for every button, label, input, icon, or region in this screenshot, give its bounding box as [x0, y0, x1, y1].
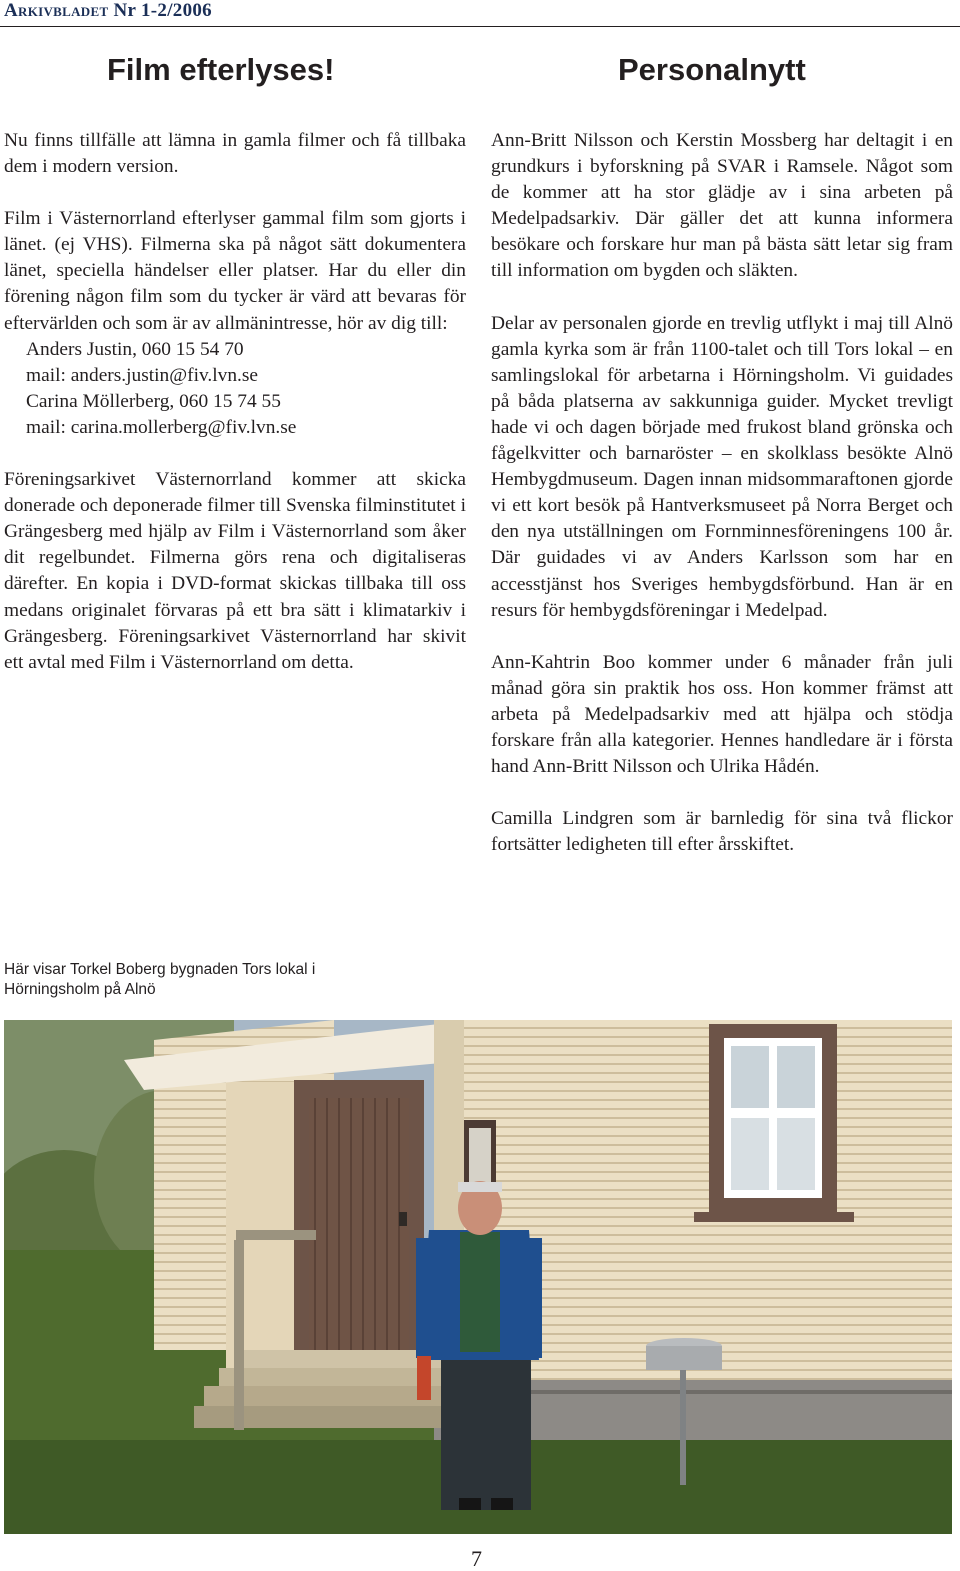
- film-request-paragraph: Film i Västernorrland efterlyser gammal film som gjorts i länet. (ej VHS). Filmerna ska på något sätt dokumentera länet, speciella händelser eller platser. Har du eller din förening någon film som du tycker är värd att bevaras för eftervärlden och som är av allmänintresse, hör av dig till:: [4, 208, 466, 334]
- photo-caption: Här visar Torkel Boberg bygnaden Tors lokal i Hörningsholm på Alnö: [4, 961, 316, 998]
- contact-line: Carina Möllerberg, 060 15 74 55: [26, 390, 281, 412]
- photo-tors-lokal: [4, 1020, 952, 1534]
- contact-line: Anders Justin, 060 15 54 70: [26, 338, 244, 360]
- left-column: [4, 128, 466, 676]
- contact-email[interactable]: mail: anders.justin@fiv.lvn.se: [26, 364, 259, 386]
- contact-email[interactable]: mail: carina.mollerberg@fiv.lvn.se: [26, 416, 297, 438]
- right-column: [491, 128, 953, 858]
- film-intro-paragraph: Nu finns tillfälle att lämna in gamla filmer och få tillbaka dem i modern version.: [4, 130, 466, 178]
- header-rule: [0, 26, 960, 27]
- masthead-issue: Nr 1-2/2006: [113, 0, 212, 21]
- staff-course-paragraph: Ann-Britt Nilsson och Kerstin Mossberg har deltagit i en grundkurs i byforskning på SVAR i Ramsele. Något som de kommer att ha stor glädje av i sina arbeten på Medelpadsarkiv. Där gäller det att kunna informera besökare och forskare hur man på bästa sätt letar sig fram till information om bygden och släkten.: [491, 130, 953, 282]
- masthead-title: Arkivbladet: [4, 0, 109, 21]
- personalnytt-heading: Personalnytt: [618, 52, 806, 87]
- page-number: 7: [471, 1546, 482, 1571]
- masthead: [4, 0, 212, 22]
- leave-paragraph: Camilla Lindgren som är barnledig för sina två flickor fortsätter ledigheten till efter årsskiftet.: [491, 808, 953, 856]
- film-heading: Film efterlyses!: [107, 52, 335, 87]
- intern-paragraph: Ann-Kahtrin Boo kommer under 6 månader från juli månad göra sin praktik hos oss. Hon kommer främst att arbeta på Medelpadsarkiv med att hjälpa och stödja forskare från alla kategorier. Hennes handledare är i första hand Ann-Britt Nilsson och Ulrika Hådén.: [491, 651, 953, 778]
- staff-trip-paragraph: Delar av personalen gjorde en trevlig utflykt i maj till Alnö gamla kyrka som är från 1100-talet och till Tors lokal – en samlingslokal för arbetarna i Hörningsholm. Vi guidades på båda platserna av sakkunniga guider. Mycket trevligt hade vi och dagen började med frukost bland grönska och fågelkvitter och barnaröster – en skolklass besökte Alnö Hembygdmuseum. Dagen innan midsommaraftonen gjorde vi ett kort besök på Hantverksmuseet på Norra Berget och den nya utställningen om Fornminnesföreningens 100 år. Där guidades vi av Anders Karlsson som har en accesstjänst hos Sveriges hembygdsförbund. Han är en resurs för hembygdsföreningar i Medelpad.: [491, 312, 953, 621]
- film-archive-paragraph: Föreningsarkivet Västernorrland kommer att skicka donerade och deponerade filmer till Svenska filminstitutet i Grängesberg med hjälp av Film i Västernorrland som åker dit regelbundet. Filmerna görs rena och digitaliseras därefter. En kopia i DVD-format skickas tillbaka till oss medans originalet förvaras på ett bra sätt i klimatarkiv i Grängesberg. Föreningsarkivet Västernorrland har skivit ett avtal med Film i Västernorrland om detta.: [4, 469, 466, 673]
